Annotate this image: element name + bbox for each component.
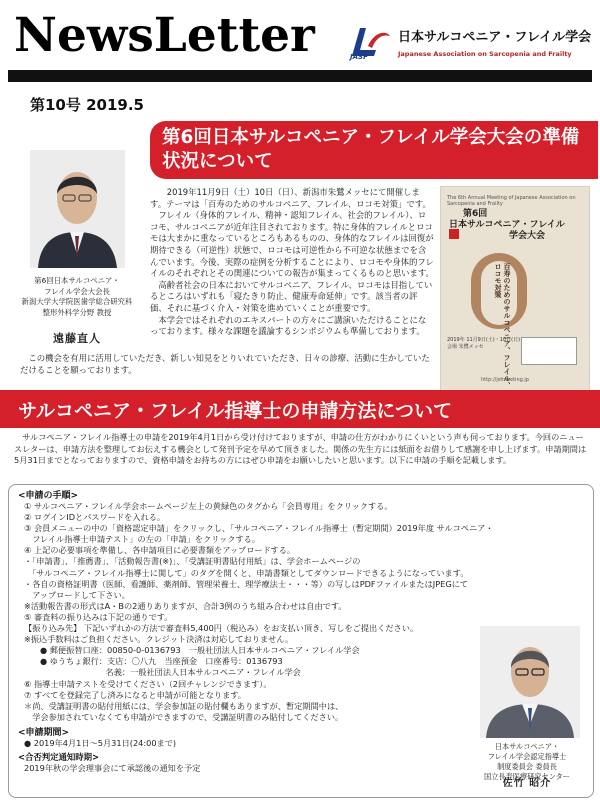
step-item: ・「申請書」、「推薦書」、「活動報告書(※)」、「受講証明書貼付用紙」は、学会ホームページの	[24, 556, 361, 567]
step-item: フレイル指導士申請テスト」の左の「申請」をクリックする。	[24, 534, 261, 545]
paragraph: 2019年11月9日（土）10日（日）、新潟市朱鷺メッセにて開催します。テーマは「百寿のためのサルコペニア、フレイル、ロコモ対策」です。	[150, 187, 431, 209]
issue-number: 第10号 2019.5	[30, 96, 144, 114]
step-item: ・各自の資格証明書（医師、看護師、薬剤師、管理栄養士、理学療法士・・・等）の写しはPDFファイルまたはJPEGにて	[24, 578, 469, 589]
caption-line: 新潟大学大学院医歯学総合研究科	[21, 297, 133, 306]
step-item: ② ログインIDとパスワードを入れる。	[24, 512, 166, 523]
header-divider	[8, 70, 592, 82]
paragraph: 高齢者社会の日本においてサルコペニア、フレイル、ロコモは目指しているところはいずれも「寝たきり防止、健康寿命延伸」です。該当者の評価、それに基づく介入・対策を進めていくことが重要です。	[150, 279, 433, 313]
paragraph: サルコペニア・フレイル指導士の申請を2019年4月1日から受け付けておりますが、申請の仕方がわかりにくいという声も伺っております。今回のニュースレターは、申請方法を整理してお伝えする機会として発刊予定を早めて頂きました。関係の先生方には紙面をお借りして感謝を申し上げます。申請期間は5月31日までとなっておりますので、資格申請をお持ちの方にはぜひ申請をお願いしたいと思います。以下に申請の手順を記載します。	[14, 432, 587, 465]
step-item: ④ 上記の必要事項を準備し、各申請項目に必要書類をアップロードする。	[24, 545, 296, 556]
period-heading: <申請期間>	[18, 727, 70, 738]
step-item: ⑥ 指導士申請テストを受けてください（2回チャレンジできます）。	[24, 678, 272, 689]
caption-line: 制度委員会 委員長	[497, 762, 557, 771]
poster-info	[447, 337, 520, 351]
caption-line: 日本サルコペニア・	[494, 742, 560, 751]
poster-title-line: 第6回	[463, 209, 488, 219]
poster-org: The 6th Annual Meeting of Japanese Association on Sarcopenia and Frailty	[447, 195, 576, 207]
step-item: ⑤ 審査料の振り込みは下記の通りです。	[24, 611, 173, 622]
procedure-heading: <申請の手順>	[18, 491, 79, 501]
president-caption	[8, 276, 146, 318]
step-item: アップロードして下さい。	[24, 589, 130, 600]
step-item: ● ゆうちょ銀行：支店：〇八九 当座預金 口座番号：0136793	[40, 656, 283, 667]
poster-title	[449, 209, 565, 242]
caption-line: フレイル学会大会長	[44, 286, 110, 296]
section2-title: サルコペニア・フレイル指導士の申請方法について	[18, 400, 452, 422]
poster-venue: 会場 朱鷺メッセ	[447, 344, 484, 350]
society-logo	[346, 22, 592, 66]
committee-chair-name: 佐竹 昭介	[502, 778, 552, 789]
section1-body	[150, 187, 434, 338]
step-item: ① サルコペニア・フレイル学会ホームページ左上の黄緑色のタグから「会員専用」をクリックする。	[24, 501, 393, 511]
caption-line: 整形外科学分野 教授	[42, 307, 112, 317]
step-item: ③ 会員メニューの中の「資格認定申請」をクリックし、「サルコペニア・フレイル指導士（暫定期間）2019年度 サルコペニア・	[24, 523, 494, 534]
section2-intro	[14, 432, 590, 467]
poster-title-line: 学会大会	[509, 231, 546, 241]
paragraph: フレイル（身体的フレイル、精神・認知フレイル、社会的フレイル）、ロコモ、サルコペニアが近年注目されております。特に身体的フレイルとロコモは大まかに重なっているところもあるものの、身体的なフレイルは回復が期待できる（可逆性）状態で、ロコモは可逆性から不可逆な状態までを含んでいます。今後、実際の症例を分析することにより、ロコモや身体的フレイルのそれぞれとその関連についての報告が集まってくるものと思います。	[150, 210, 434, 279]
logo-japanese-name: 日本サルコペニア・フレイル学会	[398, 30, 592, 45]
step-item: ● 郵便振替口座：00850-0-0136793 一般社団法人日本サルコペニア・フレイル学会	[40, 645, 360, 656]
step-item: ※振込手数料はご負担ください。クレジット決済は対応しておりません。	[24, 634, 294, 645]
step-item: 「サルコペニア・フレイル指導士に関して」のタグを開くと、申請書類としてダウンロードできるようになっています。	[24, 567, 469, 578]
paragraph: 本学会ではそれぞれのエキスパートの方々にご講演いただけることになっております。様々な課題を議論するシンポジウムも準備しております。	[150, 314, 427, 337]
conference-poster	[440, 186, 590, 396]
caption-line: フレイル学会認定指導士	[487, 752, 567, 761]
caption-line: 第6回日本サルコペニア・	[34, 276, 120, 285]
logo-abbreviation: JASF	[350, 53, 368, 61]
president-photo	[30, 150, 125, 268]
poster-dates: 2019年 11月9日(土)・10日(日)	[447, 337, 521, 343]
committee-chair-photo	[480, 626, 580, 738]
step-item: 名義：一般社団法人日本サルコペニア・フレイル学会	[40, 667, 301, 678]
newsletter-title: NewsLetter	[14, 8, 315, 63]
logo-english-name: Japanese Association on Sarcopenia and Frailty	[398, 50, 572, 58]
step-item: ⑦ すべてを登録完了し済みになると申請が可能となります。	[24, 689, 246, 700]
section1-title: 第6回日本サルコペニア・フレイル学会大会の準備状況について	[162, 127, 580, 172]
step-item: ※活動報告書の形式はA・Bの2通りありますが、合計3例のうち組み合わせは自由です。	[24, 600, 347, 611]
result-heading: <合否判定通知時期>	[18, 751, 100, 762]
president-name: 遠藤直人	[53, 332, 101, 345]
person-portrait-icon	[30, 150, 125, 268]
poster-schedule-table	[521, 337, 577, 365]
poster-url: http://jsfmeeting.jp	[481, 377, 529, 383]
caption-line: 国立長寿医療研究センター	[484, 772, 570, 781]
result-text: 2019年秋の学会理事会にて承認後の通知を予定	[24, 762, 201, 773]
step-item: ＊尚、受講証明書の貼付用紙には、学会参加証の貼付欄もありますが、暫定期間中は、	[24, 700, 344, 711]
poster-theme: 百寿のためのサルコペニア、フレイル、ロコモ対策	[494, 263, 511, 389]
step-item: 【振り込み先】 下記いずれかの方法で審査料5,400円（税込み）をお支払い頂き、写しをご提出ください。	[24, 623, 419, 634]
person-portrait-icon	[480, 626, 580, 738]
period-text: ● 2019年4月1日～5月31日(24:00まで)	[24, 737, 177, 748]
paragraph: この機会を有用に活用していただき、新しい知見をとりいれていただき、日々の診療、活動に生かしていただけることを願っております。	[20, 353, 430, 375]
section1-closing	[20, 353, 435, 376]
step-item: 学会参加されていなくても申請ができますので、受講証明書のみ貼付してください。	[24, 711, 344, 722]
poster-title-line: 日本サルコペニア・フレイル	[449, 220, 565, 230]
